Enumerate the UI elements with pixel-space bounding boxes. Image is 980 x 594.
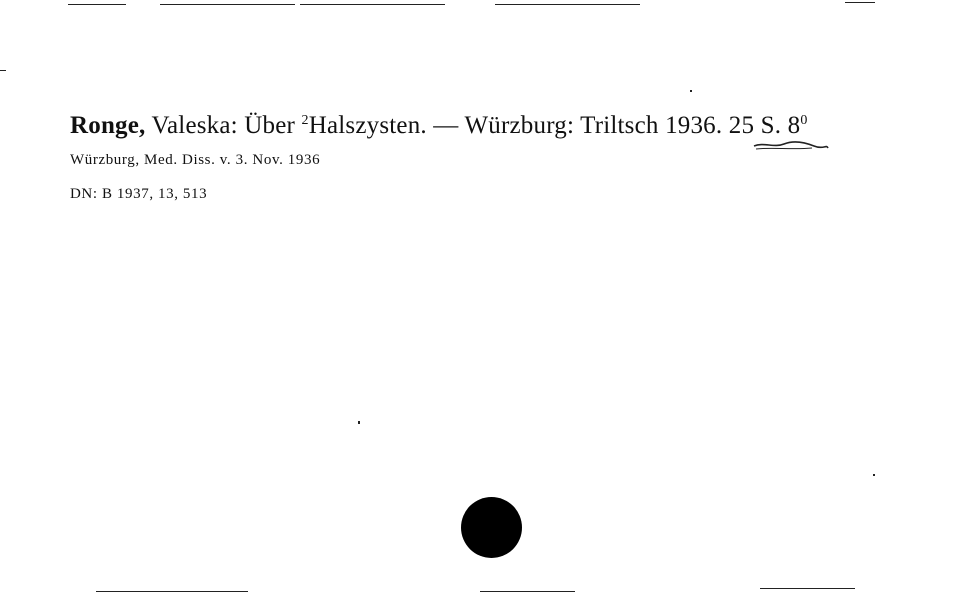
reference-line: DN: B 1937, 13, 513	[70, 186, 208, 202]
top-rule-3	[300, 4, 445, 5]
dissertation-note: Würzburg, Med. Diss. v. 3. Nov. 1936	[70, 152, 321, 168]
author-surname: Ronge,	[70, 112, 146, 139]
title-superscript: 2	[301, 113, 309, 128]
speck	[0, 70, 6, 71]
speck	[358, 421, 360, 424]
top-rule-5	[845, 2, 875, 3]
speck	[873, 474, 875, 476]
title-main: Halszysten. — Würzburg: Triltsch	[308, 112, 659, 139]
author-given-name: Valeska:	[151, 112, 238, 139]
bottom-rule-2	[480, 591, 575, 592]
top-rule-2	[160, 4, 295, 5]
top-rule-1	[68, 4, 126, 5]
bottom-rule-1	[96, 591, 248, 592]
page-count: 25 S.	[728, 112, 782, 139]
speck	[690, 90, 692, 92]
publication-year: 1936.	[665, 112, 723, 139]
catalog-entry-line	[70, 112, 808, 140]
format: 8	[787, 112, 801, 139]
bottom-rule-3	[760, 588, 855, 589]
punch-hole	[461, 497, 522, 558]
handwritten-underline	[752, 134, 832, 152]
top-rule-4	[495, 4, 640, 5]
format-superscript: 0	[800, 113, 808, 128]
title-prefix: Über	[244, 112, 296, 139]
